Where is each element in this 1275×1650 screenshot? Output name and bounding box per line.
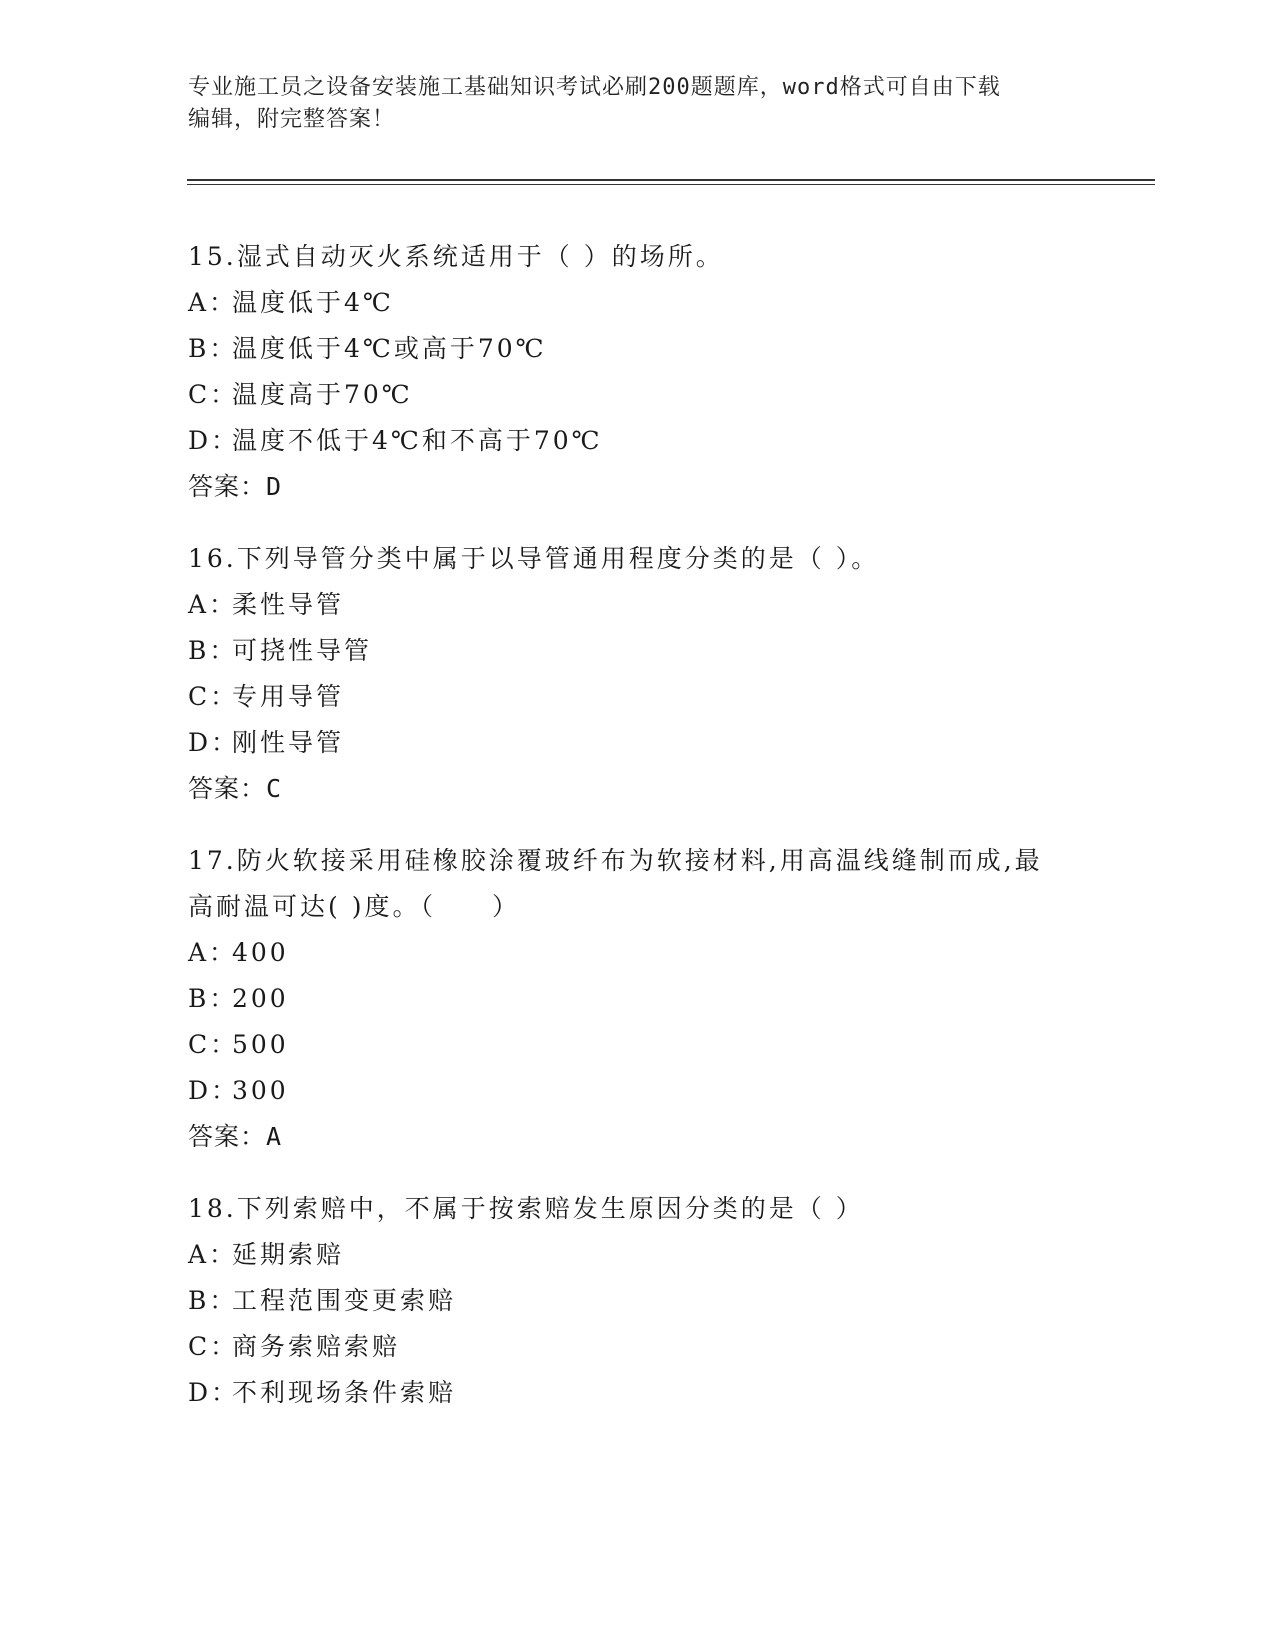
option-b	[188, 1278, 1088, 1324]
option-d	[188, 1370, 1088, 1416]
option-text: 温度高于70℃	[232, 380, 413, 409]
option-key: C：	[188, 682, 239, 711]
option-a	[188, 582, 1088, 628]
option-text: 延期索赔	[232, 1240, 345, 1269]
option-key: D：	[188, 1378, 240, 1407]
document-header	[188, 72, 1088, 136]
option-d	[188, 1068, 1088, 1114]
option-text: 200	[232, 984, 289, 1013]
option-text: 300	[232, 1076, 289, 1105]
option-key: B：	[188, 636, 238, 665]
option-text: 温度低于4℃或高于70℃	[232, 334, 547, 363]
question-text: 15.湿式自动灭火系统适用于（ ）的场所。	[188, 242, 724, 271]
option-key: A：	[188, 288, 238, 317]
option-text: 可挠性导管	[232, 636, 373, 665]
option-key: A：	[188, 938, 238, 967]
option-text: 刚性导管	[232, 728, 345, 757]
question-text: 18.下列索赔中，不属于按索赔发生原因分类的是（ ）	[188, 1194, 864, 1223]
header-divider-thin	[187, 184, 1155, 185]
header-line-2: 编辑，附完整答案！	[188, 107, 396, 132]
option-text: 专用导管	[232, 682, 345, 711]
option-key: B：	[188, 1286, 238, 1315]
option-d	[188, 720, 1088, 766]
question-17	[188, 838, 1088, 1160]
option-text: 不利现场条件索赔	[232, 1378, 457, 1407]
option-b	[188, 976, 1088, 1022]
option-a	[188, 280, 1088, 326]
option-key: C：	[188, 380, 239, 409]
header-line-1: 专业施工员之设备安装施工基础知识考试必刷200题题库，word格式可自由下载	[188, 75, 1001, 100]
option-d	[188, 418, 1088, 464]
option-text: 500	[232, 1030, 289, 1059]
option-a	[188, 930, 1088, 976]
option-text: 工程范围变更索赔	[232, 1286, 457, 1315]
option-b	[188, 628, 1088, 674]
option-key: B：	[188, 334, 238, 363]
option-text: 温度低于4℃	[232, 288, 394, 317]
option-key: D：	[188, 426, 240, 455]
option-a	[188, 1232, 1088, 1278]
answer-line: 答案：D	[188, 472, 283, 501]
option-key: B：	[188, 984, 238, 1013]
option-c	[188, 372, 1088, 418]
question-text: 16.下列导管分类中属于以导管通用程度分类的是（ ）。	[188, 544, 880, 573]
option-c	[188, 674, 1088, 720]
header-divider-thick	[187, 179, 1155, 181]
option-key: C：	[188, 1030, 239, 1059]
question-list	[188, 234, 1088, 1442]
question-text: 17.防火软接采用硅橡胶涂覆玻纤布为软接材料,用高温线缝制而成,最	[188, 846, 1043, 875]
option-c	[188, 1324, 1088, 1370]
answer-line: 答案：C	[188, 774, 283, 803]
option-key: D：	[188, 1076, 240, 1105]
option-key: A：	[188, 590, 238, 619]
option-text: 商务索赔索赔	[232, 1332, 401, 1361]
question-16	[188, 536, 1088, 812]
option-key: C：	[188, 1332, 239, 1361]
question-text-continued: 高耐温可达( )度。（ ）	[188, 892, 520, 921]
answer-line: 答案：A	[188, 1122, 283, 1151]
option-key: A：	[188, 1240, 238, 1269]
option-key: D：	[188, 728, 240, 757]
option-c	[188, 1022, 1088, 1068]
option-b	[188, 326, 1088, 372]
option-text: 温度不低于4℃和不高于70℃	[232, 426, 603, 455]
option-text: 400	[232, 938, 289, 967]
option-text: 柔性导管	[232, 590, 345, 619]
question-18	[188, 1186, 1088, 1416]
question-15	[188, 234, 1088, 510]
